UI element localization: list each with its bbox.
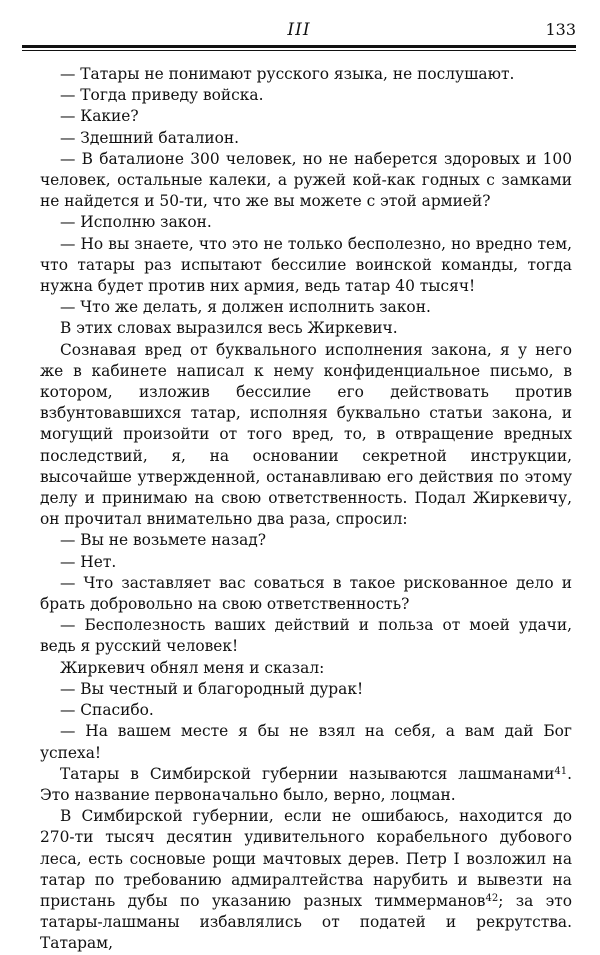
paragraph-text: — Что заставляет вас соваться в такое рискованное дело и брать добровольно на свою ответственность?: [40, 573, 572, 614]
paragraph-17: [40, 700, 572, 721]
paragraph-6: [40, 212, 572, 233]
paragraph-7: [40, 234, 572, 298]
paragraph-20: [40, 806, 572, 954]
paragraph-text: — Татары не понимают русского языка, не послушают.: [60, 65, 515, 83]
paragraph-text: — Тогда приведу войска.: [60, 86, 264, 105]
header-rule-thick: [22, 45, 576, 48]
paragraph-text: В Симбирской губернии, если не ошибаюсь, находится до 270-ти тысяч десятин удивительного корабельного дубового леса, есть сосновые рощи мачтовых дерев. Петр I возложил на татар по требованию адмиралтейства нарубить и вывезти на пристань дубы по указанию разных тиммерманов: [40, 807, 572, 910]
paragraph-text: Сознавая вред от буквального исполнения закона, я у него же в кабинете написал к нему конфиденциальное письмо, в котором, изложив бессилие его действовать против взбунтовавшихся татар, исполняя буквально статьи закона, и могущий произойти от того вред, то, в отвращение вредных последствий, я, на основании секретной инструкции, высочайше утвержденной, останавливаю его действия по этому делу и принимаю на свою ответственность. Подал Жиркевичу, он прочитал внимательно два раза, спросил:: [40, 340, 572, 529]
paragraph-text: — В баталионе 300 человек, но не наберется здоровых и 100 человек, остальные калеки, а ружей кой-как годных с замками не найдется и 50-ти, что же вы можете с этой армией?: [40, 149, 572, 211]
paragraph-15: [40, 658, 572, 679]
paragraph-16: [40, 679, 572, 700]
footnote-ref-41: 41: [554, 765, 568, 777]
paragraph-3: [40, 106, 572, 127]
body-text: [40, 64, 572, 955]
page-header: [22, 16, 576, 42]
paragraph-5: [40, 149, 572, 213]
paragraph-14: [40, 615, 572, 657]
paragraph-2: [40, 85, 572, 106]
paragraph-8: [40, 297, 572, 318]
paragraph-text: ; за это татары-лашманы избавлялись от податей и рекрутства. Татарам,: [40, 891, 572, 953]
paragraph-text: — Исполню закон.: [60, 213, 212, 232]
paragraph-1: [40, 64, 572, 85]
paragraph-text: — Но вы знаете, что это не только бесполезно, но вредно тем, что татары раз испытают бессилие воинской команды, тогда нужна будет против них армия, ведь татар 40 тысяч!: [40, 234, 572, 296]
paragraph-text: Татары в Симбирской губернии называются лашманами: [60, 764, 555, 783]
paragraph-19: [40, 764, 572, 806]
paragraph-13: [40, 573, 572, 615]
paragraph-text: — На вашем месте я бы не взял на себя, а вам дай Бог успеха!: [40, 722, 572, 762]
paragraph-4: [40, 128, 572, 149]
paragraph-text: . Это название первоначально было, верно, лоцман.: [40, 764, 572, 804]
paragraph-text: — Бесполезность ваших действий и польза от моей удачи, ведь я русский человек!: [40, 616, 572, 656]
paragraph-text: — Что же делать, я должен исполнить закон.: [60, 298, 431, 317]
paragraph-text: — Вы не возьмете назад?: [60, 531, 267, 550]
header-rule-thin: [22, 50, 576, 51]
paragraph-text: Жиркевич обнял меня и сказал:: [60, 658, 325, 677]
paragraph-text: — Здешний баталион.: [60, 128, 240, 147]
paragraph-12: [40, 552, 572, 573]
paragraph-18: [40, 721, 572, 763]
running-head: III: [287, 20, 311, 40]
paragraph-text: — Какие?: [60, 107, 139, 126]
footnote-ref-42: 42: [485, 892, 499, 904]
paragraph-text: — Спасибо.: [60, 701, 154, 720]
paragraph-text: В этих словах выразился весь Жиркевич.: [60, 319, 398, 338]
page-number: 133: [545, 20, 576, 39]
paragraph-9: [40, 318, 572, 339]
paragraph-text: — Нет.: [60, 552, 117, 571]
paragraph-text: — Вы честный и благородный дурак!: [60, 679, 364, 698]
paragraph-11: [40, 530, 572, 551]
paragraph-10: [40, 340, 572, 531]
